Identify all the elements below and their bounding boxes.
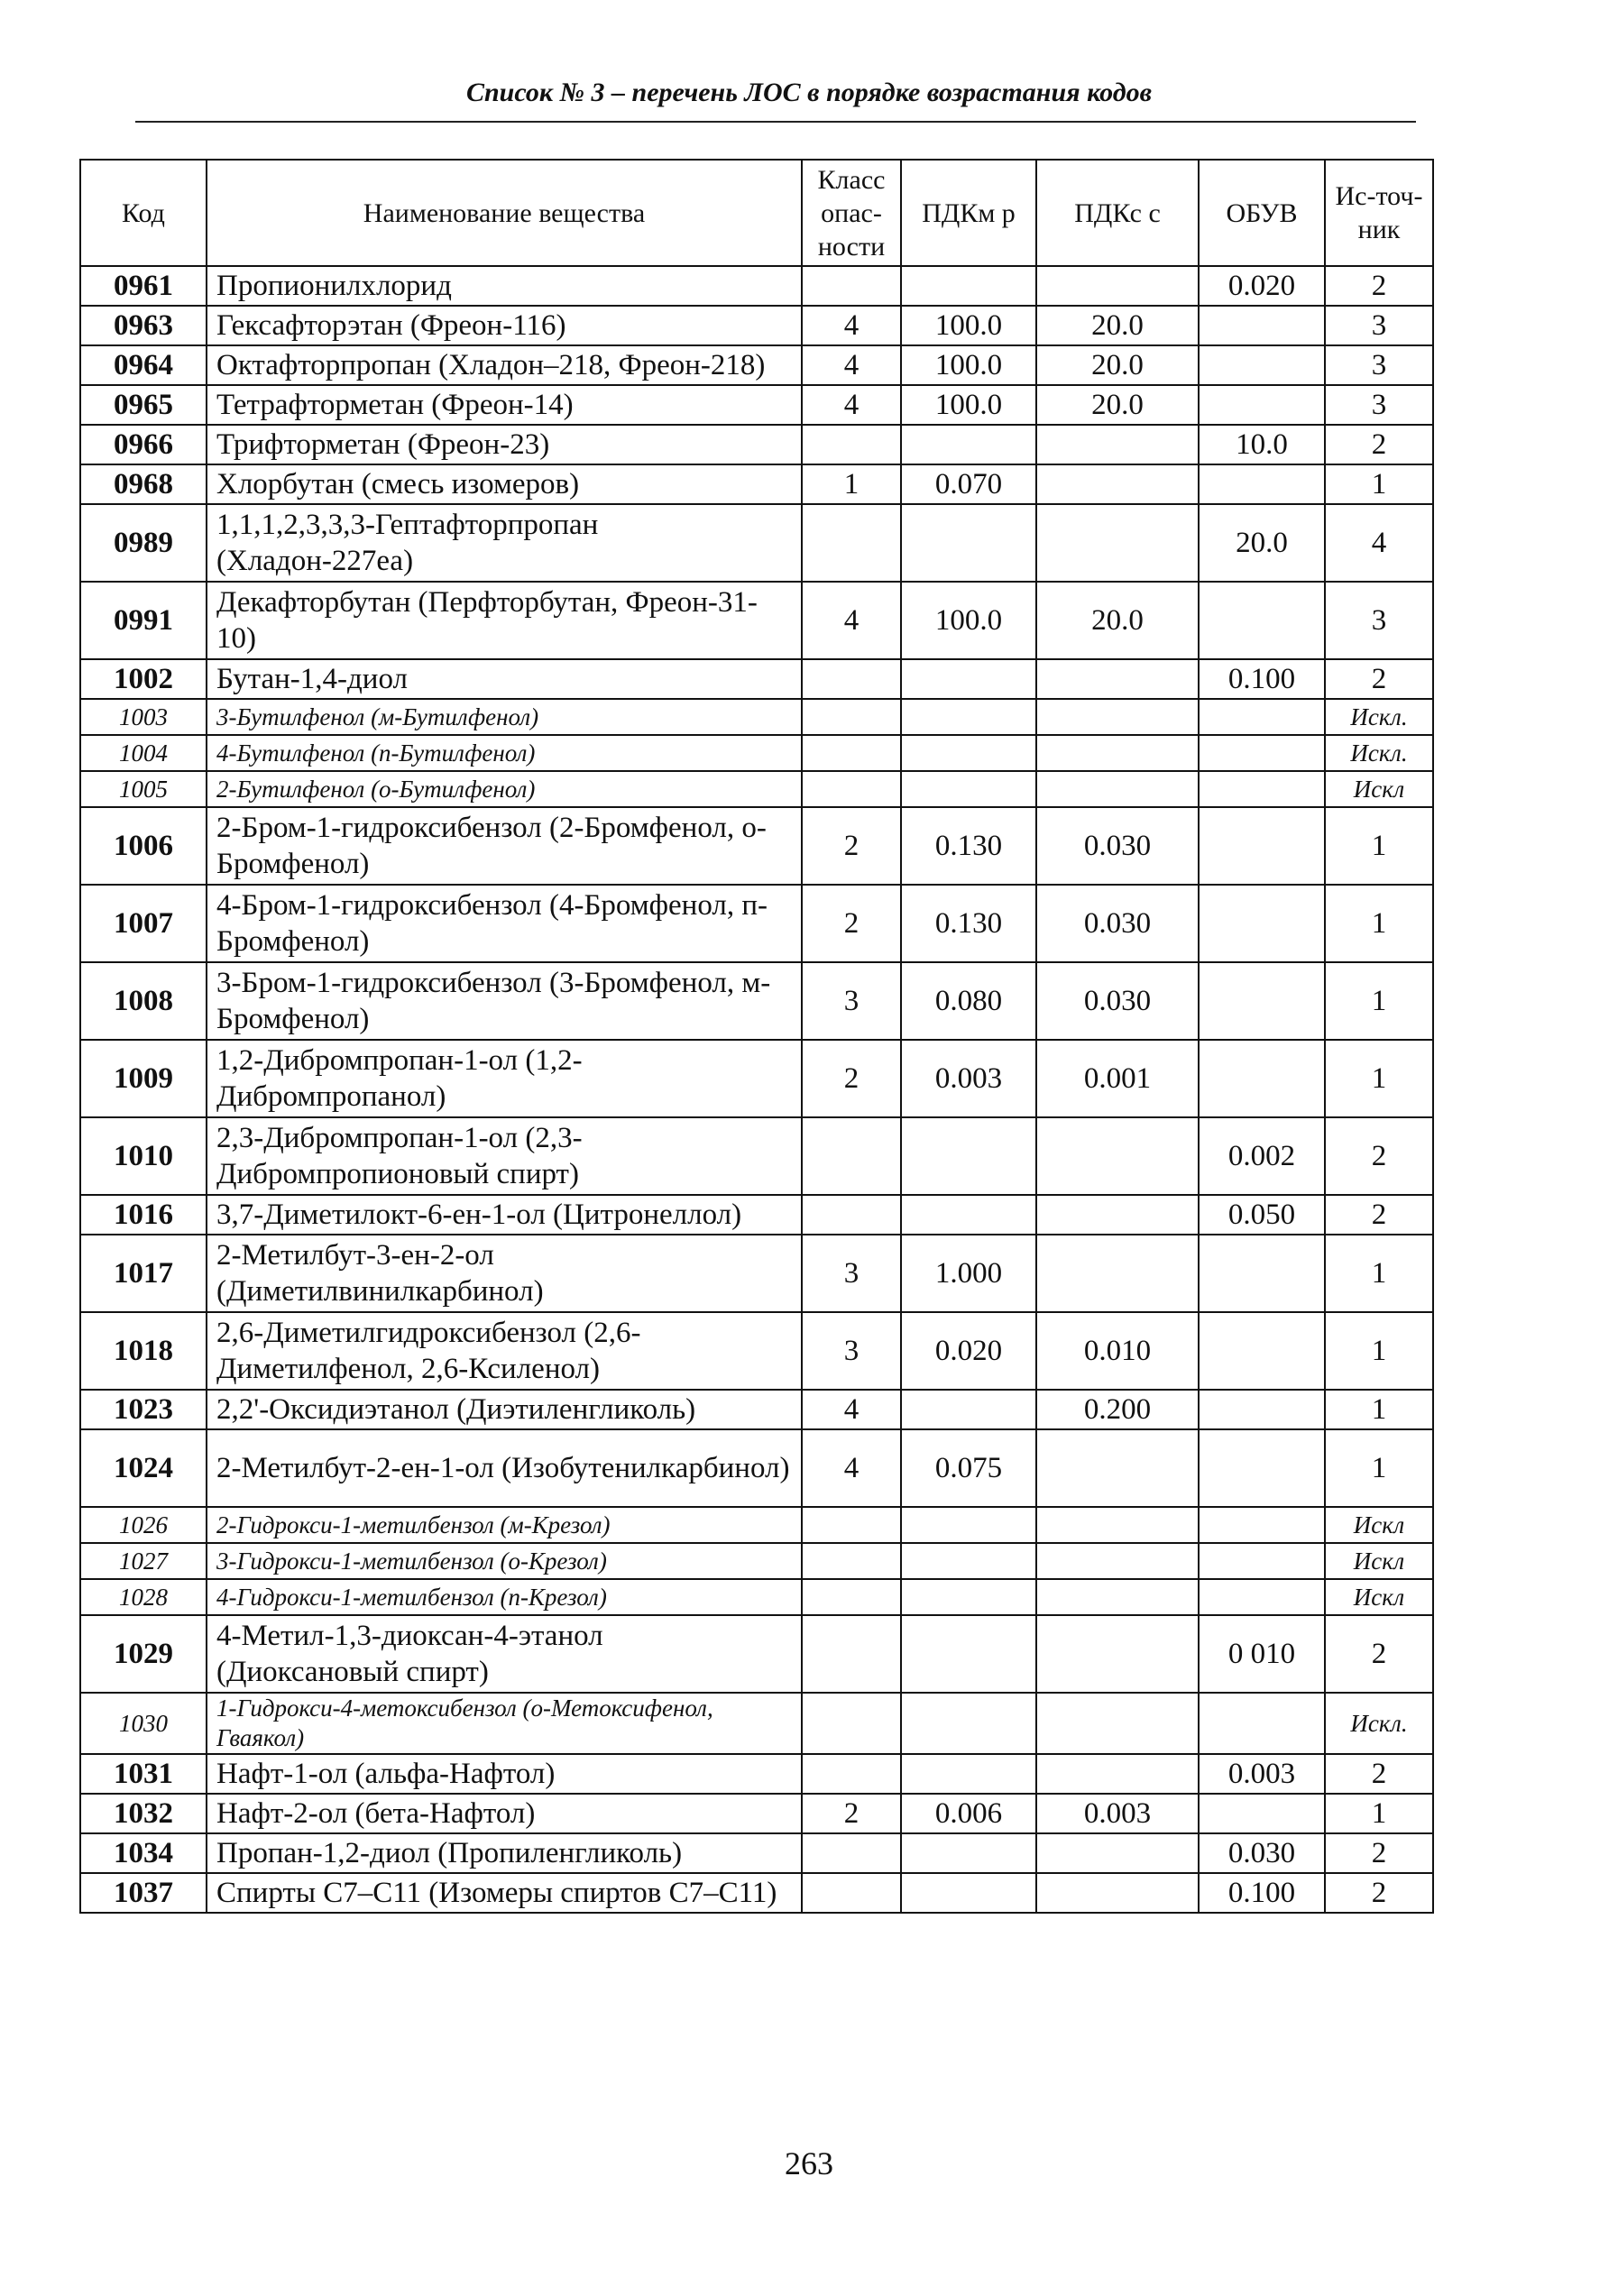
cell-obuv — [1199, 385, 1325, 425]
table-row — [80, 1873, 1433, 1913]
table-row — [80, 464, 1433, 504]
cell-hazard-class: 4 — [802, 385, 901, 425]
cell-obuv — [1199, 735, 1325, 771]
cell-code: 1007 — [80, 885, 207, 962]
cell-source: 2 — [1325, 1117, 1433, 1195]
cell-pdk-ss: 0.200 — [1036, 1390, 1199, 1429]
cell-name: 2-Гидрокси-1-метилбензол (м-Крезол) — [207, 1507, 802, 1543]
cell-code: 0965 — [80, 385, 207, 425]
table-row — [80, 504, 1433, 582]
cell-name: 3-Гидрокси-1-метилбензол (о-Крезол) — [207, 1543, 802, 1579]
cell-obuv: 0.050 — [1199, 1195, 1325, 1235]
cell-source: 1 — [1325, 807, 1433, 885]
cell-source: 3 — [1325, 306, 1433, 345]
column-header-pdk-ss: ПДКс с — [1036, 160, 1199, 266]
cell-name: Декафторбутан (Перфторбутан, Фреон-31-10) — [207, 582, 802, 659]
cell-pdk-mr: 0.130 — [901, 885, 1036, 962]
table-row — [80, 659, 1433, 699]
cell-hazard-class: 3 — [802, 962, 901, 1040]
cell-source: 4 — [1325, 504, 1433, 582]
table-row — [80, 885, 1433, 962]
cell-hazard-class — [802, 425, 901, 464]
cell-obuv — [1199, 345, 1325, 385]
cell-source: 2 — [1325, 266, 1433, 306]
cell-obuv — [1199, 1312, 1325, 1390]
cell-pdk-ss — [1036, 1579, 1199, 1615]
cell-pdk-ss — [1036, 1543, 1199, 1579]
cell-code: 0961 — [80, 266, 207, 306]
cell-name: 4-Бутилфенол (п-Бутилфенол) — [207, 735, 802, 771]
cell-code: 0964 — [80, 345, 207, 385]
column-header-obuv: ОБУВ — [1199, 160, 1325, 266]
voc-table — [79, 159, 1434, 1914]
cell-pdk-mr: 0.070 — [901, 464, 1036, 504]
table-row — [80, 306, 1433, 345]
table-row — [80, 1195, 1433, 1235]
cell-hazard-class — [802, 504, 901, 582]
cell-pdk-ss: 0.030 — [1036, 885, 1199, 962]
cell-hazard-class — [802, 1507, 901, 1543]
table-row — [80, 1833, 1433, 1873]
cell-code: 0991 — [80, 582, 207, 659]
cell-pdk-ss — [1036, 1693, 1199, 1754]
cell-name: 4-Бром-1-гидроксибензол (4-Бромфенол, п-Бромфенол) — [207, 885, 802, 962]
cell-pdk-ss — [1036, 1833, 1199, 1873]
table-row — [80, 1040, 1433, 1117]
cell-hazard-class: 1 — [802, 464, 901, 504]
header-divider — [135, 121, 1416, 123]
cell-pdk-ss: 20.0 — [1036, 345, 1199, 385]
cell-name: 4-Метил-1,3-диоксан-4-этанол (Диоксановый спирт) — [207, 1615, 802, 1693]
cell-name: Гексафторэтан (Фреон-116) — [207, 306, 802, 345]
cell-name: Бутан-1,4-диол — [207, 659, 802, 699]
cell-code: 1002 — [80, 659, 207, 699]
cell-obuv — [1199, 771, 1325, 807]
cell-source: Искл — [1325, 1507, 1433, 1543]
cell-hazard-class — [802, 1195, 901, 1235]
cell-source: 1 — [1325, 1235, 1433, 1312]
page-number: 263 — [785, 2145, 833, 2181]
cell-code: 0963 — [80, 306, 207, 345]
cell-pdk-ss — [1036, 266, 1199, 306]
cell-hazard-class: 2 — [802, 1794, 901, 1833]
table-row — [80, 807, 1433, 885]
table-row — [80, 1754, 1433, 1794]
cell-hazard-class: 3 — [802, 1312, 901, 1390]
cell-name: 1-Гидрокси-4-метоксибензол (о-Метоксифенол, Гваякол) — [207, 1693, 802, 1754]
cell-obuv: 0.002 — [1199, 1117, 1325, 1195]
cell-pdk-ss: 0.030 — [1036, 962, 1199, 1040]
cell-pdk-ss — [1036, 1429, 1199, 1507]
cell-pdk-ss: 0.010 — [1036, 1312, 1199, 1390]
cell-source: 1 — [1325, 1390, 1433, 1429]
table-row — [80, 345, 1433, 385]
cell-pdk-mr — [901, 1833, 1036, 1873]
cell-hazard-class: 4 — [802, 582, 901, 659]
table-row — [80, 1312, 1433, 1390]
cell-hazard-class: 2 — [802, 1040, 901, 1117]
cell-obuv — [1199, 464, 1325, 504]
table-row — [80, 1794, 1433, 1833]
cell-name: 2,2'-Оксидиэтанол (Диэтиленгликоль) — [207, 1390, 802, 1429]
cell-name: 2-Бутилфенол (о-Бутилфенол) — [207, 771, 802, 807]
cell-obuv: 0.100 — [1199, 1873, 1325, 1913]
cell-code: 1009 — [80, 1040, 207, 1117]
cell-source: 2 — [1325, 425, 1433, 464]
cell-name: Спирты C7–C11 (Изомеры спиртов C7–C11) — [207, 1873, 802, 1913]
cell-name: 3-Бутилфенол (м-Бутилфенол) — [207, 699, 802, 735]
cell-pdk-mr: 0.006 — [901, 1794, 1036, 1833]
cell-hazard-class — [802, 1117, 901, 1195]
cell-code: 1006 — [80, 807, 207, 885]
cell-source: 2 — [1325, 1873, 1433, 1913]
cell-code: 0968 — [80, 464, 207, 504]
cell-obuv: 10.0 — [1199, 425, 1325, 464]
cell-code: 1023 — [80, 1390, 207, 1429]
page-title: Список № 3 – перечень ЛОС в порядке возрастания кодов — [465, 78, 1153, 107]
cell-obuv — [1199, 962, 1325, 1040]
cell-name: 2-Метилбут-3-ен-2-ол (Диметилвинилкарбинол) — [207, 1235, 802, 1312]
table-row — [80, 1507, 1433, 1543]
cell-source: Искл — [1325, 771, 1433, 807]
cell-pdk-ss — [1036, 425, 1199, 464]
cell-pdk-mr: 0.080 — [901, 962, 1036, 1040]
cell-source: 2 — [1325, 1833, 1433, 1873]
cell-source: 2 — [1325, 659, 1433, 699]
cell-hazard-class — [802, 1754, 901, 1794]
cell-source: Искл — [1325, 1579, 1433, 1615]
table-row — [80, 582, 1433, 659]
cell-code: 1016 — [80, 1195, 207, 1235]
cell-pdk-mr: 0.003 — [901, 1040, 1036, 1117]
cell-pdk-mr: 0.130 — [901, 807, 1036, 885]
cell-source: Искл — [1325, 1543, 1433, 1579]
cell-code: 1005 — [80, 771, 207, 807]
cell-hazard-class: 3 — [802, 1235, 901, 1312]
cell-name: 2,6-Диметилгидроксибензол (2,6-Диметилфенол, 2,6-Ксиленол) — [207, 1312, 802, 1390]
cell-pdk-ss — [1036, 464, 1199, 504]
cell-pdk-ss — [1036, 735, 1199, 771]
table-body — [80, 266, 1433, 1913]
cell-name: Тетрафторметан (Фреон-14) — [207, 385, 802, 425]
cell-hazard-class — [802, 771, 901, 807]
cell-hazard-class — [802, 1833, 901, 1873]
cell-pdk-ss — [1036, 771, 1199, 807]
cell-pdk-mr: 0.020 — [901, 1312, 1036, 1390]
cell-hazard-class — [802, 1543, 901, 1579]
cell-obuv — [1199, 1429, 1325, 1507]
cell-code: 1008 — [80, 962, 207, 1040]
cell-pdk-mr: 100.0 — [901, 345, 1036, 385]
cell-pdk-ss — [1036, 699, 1199, 735]
cell-pdk-mr — [901, 1693, 1036, 1754]
cell-pdk-mr: 100.0 — [901, 306, 1036, 345]
cell-name: 3-Бром-1-гидроксибензол (3-Бромфенол, м-Бромфенол) — [207, 962, 802, 1040]
table-row — [80, 1390, 1433, 1429]
cell-pdk-mr — [901, 425, 1036, 464]
cell-name: Нафт-2-ол (бета-Нафтол) — [207, 1794, 802, 1833]
table-row — [80, 1693, 1433, 1754]
cell-obuv: 0.100 — [1199, 659, 1325, 699]
table-header-row — [80, 160, 1433, 266]
table-row — [80, 1235, 1433, 1312]
cell-pdk-ss — [1036, 1195, 1199, 1235]
cell-pdk-mr: 1.000 — [901, 1235, 1036, 1312]
table-row — [80, 771, 1433, 807]
cell-pdk-mr: 0.075 — [901, 1429, 1036, 1507]
cell-obuv — [1199, 1543, 1325, 1579]
cell-pdk-mr — [901, 1543, 1036, 1579]
cell-obuv: 20.0 — [1199, 504, 1325, 582]
cell-hazard-class — [802, 735, 901, 771]
column-header-pdk-mr: ПДКм р — [901, 160, 1036, 266]
cell-source: Искл. — [1325, 1693, 1433, 1754]
cell-hazard-class — [802, 1615, 901, 1693]
cell-code: 1031 — [80, 1754, 207, 1794]
cell-obuv — [1199, 1507, 1325, 1543]
cell-name: 4-Гидрокси-1-метилбензол (п-Крезол) — [207, 1579, 802, 1615]
cell-pdk-ss: 20.0 — [1036, 306, 1199, 345]
cell-code: 1028 — [80, 1579, 207, 1615]
cell-code: 1037 — [80, 1873, 207, 1913]
cell-code: 1003 — [80, 699, 207, 735]
cell-hazard-class — [802, 266, 901, 306]
cell-obuv — [1199, 885, 1325, 962]
cell-code: 1027 — [80, 1543, 207, 1579]
cell-hazard-class — [802, 659, 901, 699]
cell-pdk-ss — [1036, 659, 1199, 699]
cell-pdk-mr — [901, 1117, 1036, 1195]
table-row — [80, 266, 1433, 306]
cell-source: Искл. — [1325, 735, 1433, 771]
cell-source: 2 — [1325, 1195, 1433, 1235]
table-row — [80, 1543, 1433, 1579]
cell-name: 2,3-Дибромпропан-1-ол (2,3-Дибромпропионовый спирт) — [207, 1117, 802, 1195]
cell-obuv — [1199, 1693, 1325, 1754]
cell-source: 1 — [1325, 885, 1433, 962]
cell-pdk-ss — [1036, 1117, 1199, 1195]
table-row — [80, 699, 1433, 735]
cell-pdk-mr — [901, 1507, 1036, 1543]
cell-pdk-mr — [901, 1754, 1036, 1794]
cell-source: 1 — [1325, 1040, 1433, 1117]
cell-hazard-class — [802, 1579, 901, 1615]
cell-name: Октафторпропан (Хладон–218, Фреон-218) — [207, 345, 802, 385]
cell-source: 3 — [1325, 385, 1433, 425]
table-row — [80, 735, 1433, 771]
cell-name: Нафт-1-ол (альфа-Нафтол) — [207, 1754, 802, 1794]
cell-code: 1010 — [80, 1117, 207, 1195]
cell-pdk-ss — [1036, 1615, 1199, 1693]
cell-obuv — [1199, 807, 1325, 885]
table-row — [80, 425, 1433, 464]
column-header-hazard-class: Класс опас-ности — [802, 160, 901, 266]
cell-hazard-class: 2 — [802, 807, 901, 885]
cell-source: 3 — [1325, 582, 1433, 659]
cell-obuv: 0.003 — [1199, 1754, 1325, 1794]
cell-name: Хлорбутан (смесь изомеров) — [207, 464, 802, 504]
column-header-source: Ис-точ-ник — [1325, 160, 1433, 266]
table-row — [80, 1429, 1433, 1507]
cell-pdk-ss: 20.0 — [1036, 385, 1199, 425]
cell-hazard-class — [802, 1873, 901, 1913]
cell-pdk-mr — [901, 1579, 1036, 1615]
cell-hazard-class — [802, 1693, 901, 1754]
cell-source: 3 — [1325, 345, 1433, 385]
cell-pdk-mr — [901, 504, 1036, 582]
cell-pdk-ss — [1036, 1873, 1199, 1913]
cell-hazard-class: 4 — [802, 345, 901, 385]
table-row — [80, 1615, 1433, 1693]
cell-pdk-ss: 0.003 — [1036, 1794, 1199, 1833]
cell-source: 1 — [1325, 1429, 1433, 1507]
cell-pdk-mr — [901, 735, 1036, 771]
cell-pdk-mr — [901, 1195, 1036, 1235]
cell-code: 0966 — [80, 425, 207, 464]
cell-name: 1,2-Дибромпропан-1-ол (1,2-Дибромпропанол) — [207, 1040, 802, 1117]
cell-code: 1024 — [80, 1429, 207, 1507]
cell-obuv — [1199, 582, 1325, 659]
cell-obuv: 0 010 — [1199, 1615, 1325, 1693]
cell-source: Искл. — [1325, 699, 1433, 735]
cell-pdk-mr — [901, 1615, 1036, 1693]
cell-code: 0989 — [80, 504, 207, 582]
cell-code: 1032 — [80, 1794, 207, 1833]
table-row — [80, 1579, 1433, 1615]
cell-obuv — [1199, 1794, 1325, 1833]
cell-pdk-mr — [901, 1873, 1036, 1913]
cell-name: 3,7-Диметилокт-6-ен-1-ол (Цитронеллол) — [207, 1195, 802, 1235]
table-row — [80, 1117, 1433, 1195]
table-row — [80, 385, 1433, 425]
cell-hazard-class: 4 — [802, 1429, 901, 1507]
cell-obuv: 0.020 — [1199, 266, 1325, 306]
cell-hazard-class: 4 — [802, 306, 901, 345]
cell-pdk-ss — [1036, 1754, 1199, 1794]
cell-obuv — [1199, 1040, 1325, 1117]
cell-source: 1 — [1325, 962, 1433, 1040]
cell-name: 2-Метилбут-2-ен-1-ол (Изобутенилкарбинол) — [207, 1429, 802, 1507]
cell-pdk-mr — [901, 771, 1036, 807]
cell-code: 1034 — [80, 1833, 207, 1873]
cell-obuv — [1199, 1390, 1325, 1429]
cell-code: 1026 — [80, 1507, 207, 1543]
cell-name: Пропионилхлорид — [207, 266, 802, 306]
cell-obuv — [1199, 1579, 1325, 1615]
cell-code: 1030 — [80, 1693, 207, 1754]
cell-pdk-mr — [901, 699, 1036, 735]
cell-pdk-ss — [1036, 1507, 1199, 1543]
column-header-code: Код — [80, 160, 207, 266]
column-header-name: Наименование вещества — [207, 160, 802, 266]
cell-pdk-mr — [901, 266, 1036, 306]
cell-code: 1018 — [80, 1312, 207, 1390]
cell-name: Трифторметан (Фреон-23) — [207, 425, 802, 464]
cell-pdk-mr — [901, 1390, 1036, 1429]
cell-pdk-ss — [1036, 1235, 1199, 1312]
cell-name: Пропан-1,2-диол (Пропиленгликоль) — [207, 1833, 802, 1873]
cell-code: 1029 — [80, 1615, 207, 1693]
cell-name: 2-Бром-1-гидроксибензол (2-Бромфенол, о-Бромфенол) — [207, 807, 802, 885]
cell-hazard-class — [802, 699, 901, 735]
cell-pdk-ss: 20.0 — [1036, 582, 1199, 659]
table-row — [80, 962, 1433, 1040]
cell-source: 1 — [1325, 1794, 1433, 1833]
cell-obuv: 0.030 — [1199, 1833, 1325, 1873]
cell-code: 1017 — [80, 1235, 207, 1312]
cell-obuv — [1199, 1235, 1325, 1312]
cell-pdk-ss: 0.030 — [1036, 807, 1199, 885]
cell-source: 2 — [1325, 1615, 1433, 1693]
cell-code: 1004 — [80, 735, 207, 771]
cell-pdk-mr — [901, 659, 1036, 699]
cell-pdk-ss: 0.001 — [1036, 1040, 1199, 1117]
cell-source: 1 — [1325, 1312, 1433, 1390]
cell-source: 2 — [1325, 1754, 1433, 1794]
cell-name: 1,1,1,2,3,3,3-Гептафторпропан (Хладон-227еа) — [207, 504, 802, 582]
cell-obuv — [1199, 306, 1325, 345]
cell-source: 1 — [1325, 464, 1433, 504]
cell-pdk-ss — [1036, 504, 1199, 582]
cell-hazard-class: 2 — [802, 885, 901, 962]
cell-obuv — [1199, 699, 1325, 735]
cell-pdk-mr: 100.0 — [901, 582, 1036, 659]
cell-pdk-mr: 100.0 — [901, 385, 1036, 425]
cell-hazard-class: 4 — [802, 1390, 901, 1429]
